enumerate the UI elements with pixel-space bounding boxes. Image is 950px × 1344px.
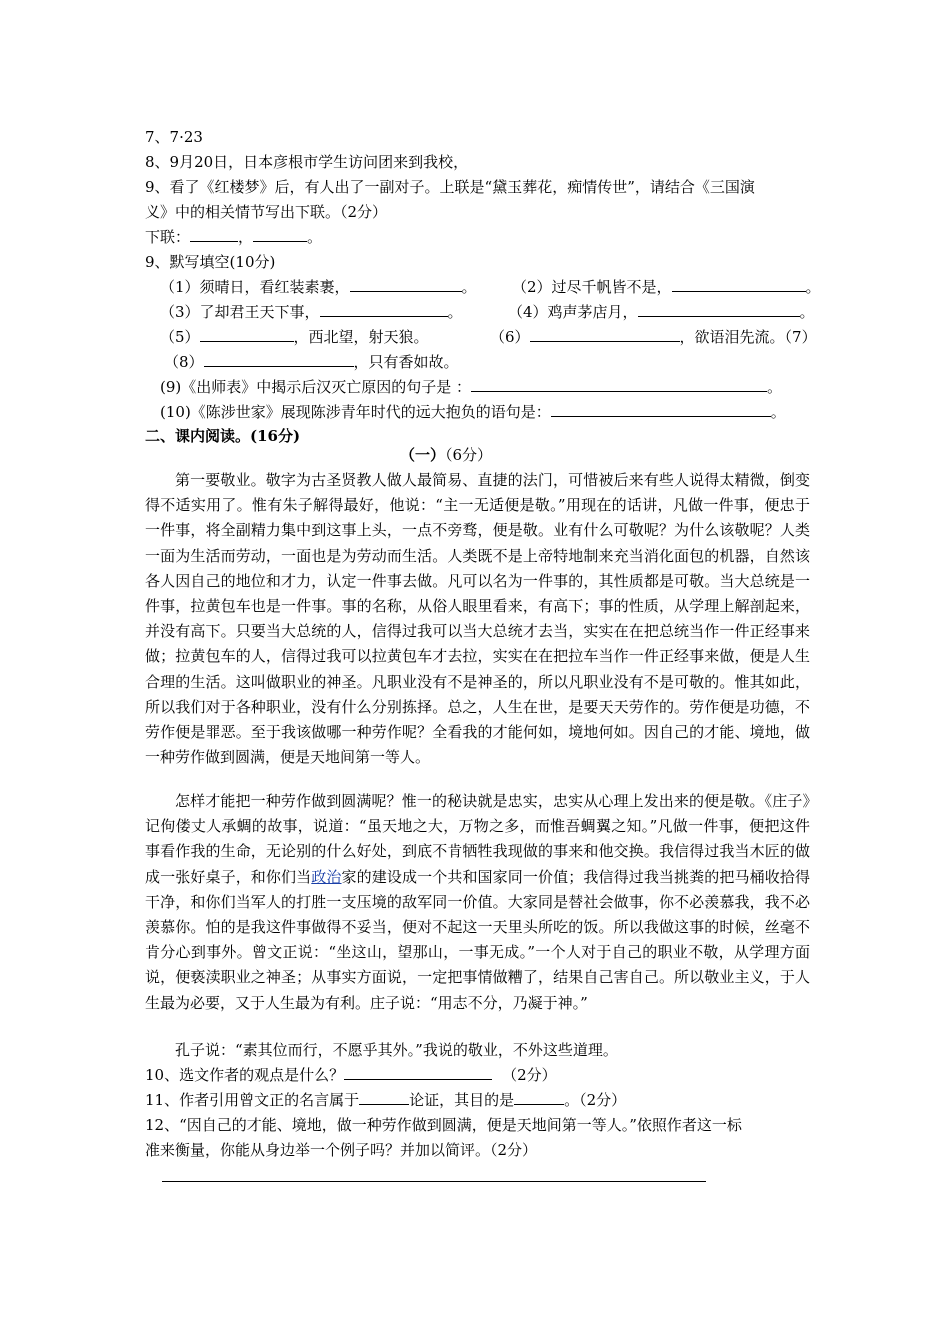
question-8: 8、9月20日，日本彦根市学生访问团来到我校， [145,153,469,171]
answer-blank[interactable] [638,302,800,317]
answer-blank[interactable] [551,402,771,417]
answer-blank[interactable] [471,377,767,392]
dictation-item-9 [160,375,782,400]
dictation-item-8 [164,350,459,375]
dictation-text: （3）了却君王天下事， [160,303,320,321]
passage-paragraph-1: 第一要敬业。敬字为古圣贤教人做人最简易、直捷的法门，可惜被后来有些人说得太精微，倒变得不适实用了。惟有朱子解得最好，他说：“主一无适便是敬。”用现在的话讲，凡做一件事，便忠于一件事，将全副精力集中到这事上头，一点不旁骛，便是敬。业有什么可敬呢？为什么该敬呢？人类一面为生活而劳动，一面也是为劳动而生活。人类既不是上帝特地制来充当消化面包的机器，自然该各人因自己的地位和才力，认定一件事去做。凡可以名为一件事的，其性质都是可敬。当大总统是一件事，拉黄包车也是一件事。事的名称，从俗人眼里看来，有高下；事的性质，从学理上解剖起来，并没有高下。只要当大总统的人，信得过我可以当大总统才去当，实实在在把总统当作一件正经事来做；拉黄包车的人，信得过我可以拉黄包车才去拉，实实在在把拉车当作一件正经事来做，便是人生合理的生活。这叫做职业的神圣。凡职业没有不是神圣的，所以凡职业没有不是可敬的。惟其如此，所以我们对于各种职业，没有什么分别拣择。总之，人生在世，是要天天劳作的。劳作便是功德，不劳作便是罪恶。至于我该做哪一种劳作呢？全看我的才能何如，境地何如。因自己的才能、境地，做一种劳作做到圆满，便是天地间第一等人。 [145,471,810,767]
period: 。 [307,228,323,246]
dictation-text: (9)《出师表》中揭示后汉灭亡原因的句子是 ： [160,378,472,396]
passage-paragraph-3: 孔子说：“素其位而行，不愿乎其外。”我说的敬业，不外这些道理。 [175,1041,618,1059]
passage-paragraph-2 [145,789,810,1016]
dictation-text: ，只有香如故。 [353,353,459,371]
period: 。 [447,303,463,321]
answer-blank[interactable] [200,327,294,342]
answer-blank[interactable] [672,277,806,292]
dictation-text: （6） [490,328,530,346]
question-score: （2分） [502,1066,557,1084]
question-text: 11、作者引用曾文正的名言属于 [145,1091,360,1109]
dictation-item-3 [160,300,463,325]
answer-blank[interactable] [359,1090,409,1105]
answer-blank[interactable] [190,227,238,242]
question-7: 7、7·23 [145,128,203,146]
dictation-title: 9、默写填空(10分) [145,253,276,271]
subsection-score: （6分） [445,446,493,464]
answer-blank[interactable] [514,1090,564,1105]
question-text: 论证，其目的是 [409,1091,515,1109]
dictation-item-2 [512,275,821,300]
answer-blank[interactable] [344,1065,492,1080]
couplet-answer-line [145,225,322,250]
dictation-text: （8） [164,353,204,371]
section-heading: 二、课内阅读。(16分) [145,427,301,445]
passage-text: 家的建设成一个共和国家同一价值；我信得过我当挑粪的把马桶收拾得干净，和你们当军人的打胜一支压境的敌军同一价值。大家同是替社会做事，你不必羡慕我，我不必羡慕你。怕的是我这件事做得不妥当，便对不起这一天里头所吃的饭。所以我做这事的时候，丝毫不肯分心到事外。曾文正说：“坐这山，望那山，一事无成。”一个人对于自己的职业不敬，从学理方面说，便亵渎职业之神圣；从事实方面说，一定把事情做糟了，结果自己害自己。所以敬业主义，于人生最为必要，又于人生最为有利。庄子说：“用志不分，乃凝于神。” [145,867,810,1012]
question-text: 。（2分） [564,1091,627,1109]
dictation-item-10 [160,400,786,425]
question-9-line2: 义》中的相关情节写出下联。（2分） [145,203,388,221]
dictation-text: ，欲语泪先流。（7） [679,328,817,346]
couplet-label: 下联： [145,228,191,246]
answer-blank[interactable] [253,227,307,242]
period: 。 [770,403,786,421]
dictation-text: （1）须晴日，看红装素裹， [160,278,350,296]
period: 。 [805,278,821,296]
period: 。 [799,303,815,321]
question-10 [145,1063,557,1088]
dictation-item-1 [160,275,477,300]
dictation-item-6 [490,325,817,350]
dictation-text: （4）鸡声茅店月， [508,303,638,321]
subsection-label: （一） [400,446,446,464]
question-11 [145,1088,626,1113]
passage-text: 怎样才能把一种劳作做到圆满呢？惟一的秘诀就是忠实，忠实从心理上发出来的便是敬。《庄子》记佝偻丈人承蜩的故事，说道：“虽天地之大，万物之多，而惟吾蜩翼之知。”凡做一件事，便把这件事看作我的生命，无论别的什么好处，到底不肯牺牲我现做的事来和他交换。我信得过我当木匠的做成一张好桌子，和你们当 [145,792,810,886]
dictation-text: （2）过尽千帆皆不是， [512,278,672,296]
period: 。 [461,278,477,296]
dictation-text: (10)《陈涉世家》展现陈涉青年时代的远大抱负的语句是： [160,403,551,421]
question-12-line1: 12、“因自己的才能、境地，做一种劳作做到圆满，便是天地间第一等人。”依照作者这一标 [145,1116,742,1134]
question-12-line2: 准来衡量，你能从身边举一个例子吗？并加以简评。（2分） [145,1141,538,1159]
question-text: 10、选文作者的观点是什么？ [145,1066,345,1084]
comma: ， [238,228,254,246]
answer-blank[interactable] [204,352,354,367]
answer-line[interactable] [162,1181,706,1182]
dictation-text: ，西北望，射天狼。 [293,328,429,346]
politics-link[interactable]: 政治 [311,867,342,886]
dictation-item-4 [508,300,815,325]
answer-blank[interactable] [320,302,448,317]
dictation-item-5 [160,325,429,350]
answer-blank[interactable] [350,277,462,292]
answer-blank[interactable] [530,327,680,342]
subsection-heading [400,443,492,468]
dictation-text: （5） [160,328,200,346]
question-9-line1: 9、看了《红楼梦》后，有人出了一副对子。上联是“黛玉葬花，痴情传世”，请结合《三国演 [145,178,755,196]
period: 。 [767,378,783,396]
